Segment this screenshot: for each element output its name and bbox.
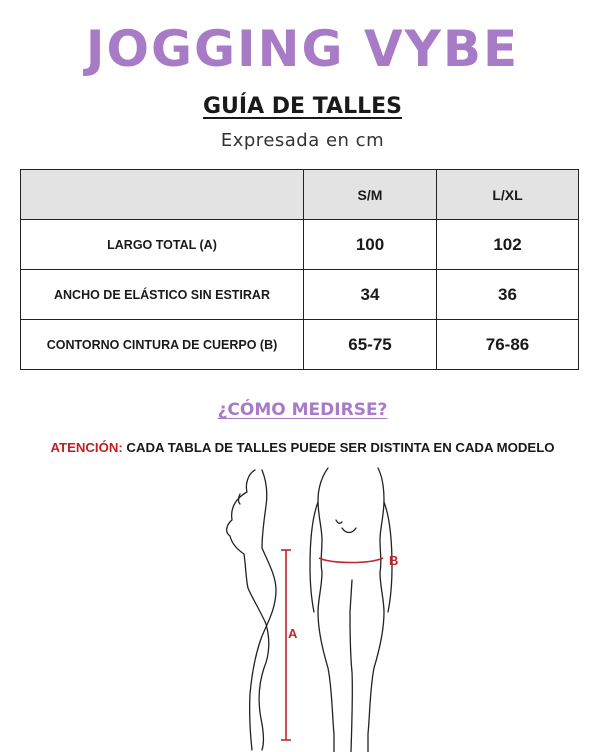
how-to-measure-heading: ¿CÓMO MEDIRSE?	[217, 400, 388, 420]
cell-sm: 34	[304, 270, 437, 320]
measurement-figure	[0, 462, 605, 752]
table-header-row	[21, 170, 579, 220]
attention-text: CADA TABLA DE TALLES PUEDE SER DISTINTA EN CADA MODELO	[126, 440, 555, 455]
size-table	[20, 169, 579, 370]
side-silhouette	[227, 470, 276, 750]
table-row	[21, 320, 579, 370]
front-silhouette	[310, 468, 392, 752]
attention-notice	[0, 440, 605, 455]
marker-b-label: B	[389, 553, 399, 568]
table-row	[21, 220, 579, 270]
cell-lxl: 102	[437, 220, 579, 270]
cell-sm: 100	[304, 220, 437, 270]
row-label: CONTORNO CINTURA DE CUERPO (B)	[21, 320, 304, 370]
waist-marker-line	[319, 558, 383, 563]
table-header-cell: S/M	[304, 170, 437, 220]
table-header-cell: L/XL	[437, 170, 579, 220]
size-guide-title: GUÍA DE TALLES	[203, 94, 402, 119]
cell-lxl: 36	[437, 270, 579, 320]
cell-lxl: 76-86	[437, 320, 579, 370]
row-label: ANCHO DE ELÁSTICO SIN ESTIRAR	[21, 270, 304, 320]
cell-sm: 65-75	[304, 320, 437, 370]
attention-label: ATENCIÓN:	[50, 440, 123, 455]
table-row	[21, 270, 579, 320]
table-header-cell	[21, 170, 304, 220]
row-label: LARGO TOTAL (A)	[21, 220, 304, 270]
size-guide-subtitle: Expresada en cm	[220, 130, 385, 151]
marker-a-label: A	[288, 626, 298, 641]
brand-title: JOGGING VYBE	[85, 20, 520, 78]
